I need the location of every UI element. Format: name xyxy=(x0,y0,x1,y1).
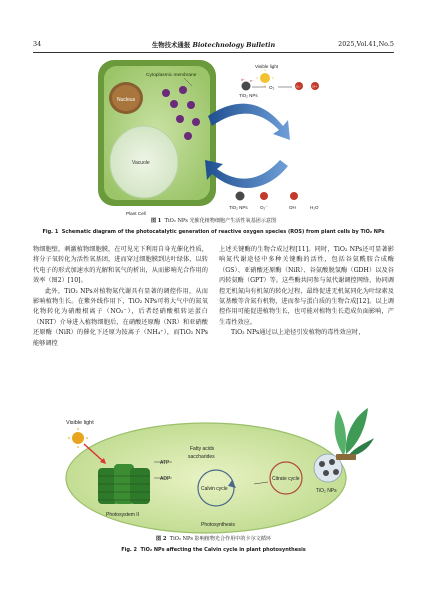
paragraph: TiO₂ NPs通过以上途径引发植物的毒性效应时， xyxy=(231,329,365,337)
ros-transfer-arrow xyxy=(208,104,290,140)
svg-text:OH: OH xyxy=(289,205,296,210)
ros-bubble xyxy=(170,100,178,108)
vacuole-label: Vacuole xyxy=(132,160,150,166)
o2-minus-icon xyxy=(260,192,268,200)
oh-icon xyxy=(290,192,298,200)
ros-bubble xyxy=(162,89,170,97)
svg-text:h⁺: h⁺ xyxy=(241,78,245,82)
membrane-label: Cytoplasmic membrane xyxy=(146,73,197,78)
journal-title: 生物技术通报 Biotechnology Bulletin xyxy=(151,41,276,49)
tio2-particle-bottom xyxy=(236,192,245,201)
svg-text:OH: OH xyxy=(312,84,317,89)
figure-1-diagram xyxy=(88,56,338,218)
sun-icon xyxy=(72,432,84,444)
figure-2-caption-en: Fig. 2 TiO₂ NPs affecting the Calvin cycle in plant photosynthesis xyxy=(121,547,306,553)
ros-return-arrow xyxy=(205,160,288,188)
photosystem-label: Photosystem II xyxy=(106,512,140,518)
text-column-right xyxy=(219,245,394,339)
sun-icon xyxy=(260,73,270,83)
figure-2 xyxy=(56,398,376,538)
visible-light-label: Visible light xyxy=(66,420,94,426)
plant-cell-label: Plant Cell xyxy=(126,211,146,216)
ros-bubble xyxy=(176,115,184,123)
tio2-top-label: TiO₂ NPs xyxy=(239,93,258,98)
svg-text:saccharides: saccharides xyxy=(188,454,215,460)
ros-bubble xyxy=(179,86,187,94)
ros-bubble xyxy=(187,101,195,109)
tio2-bottom-label: TiO₂ NPs xyxy=(229,205,248,210)
figure-2-caption-cn: 图 2 TiO₂ NPs 影响植物光合作用中的卡尔文循环 xyxy=(156,536,271,542)
svg-text:O₂⁻: O₂⁻ xyxy=(260,205,268,210)
photosynthesis-label: Photosynthesis xyxy=(201,522,235,528)
figure-1-caption-cn: 图 1 TiO₂ NPs 光催化植物细胞产生活性氧基团示意图 xyxy=(150,218,277,224)
header-rule xyxy=(33,52,394,53)
figure-1 xyxy=(88,56,338,218)
figure-1-caption-en: Fig. 1 Schematic diagram of the photocatalytic generation of reactive oxygen species (ROS) from plant cells by TiO₂ NPs xyxy=(42,229,385,235)
svg-text:ADP: ADP xyxy=(160,476,171,482)
svg-text:O₂⁻: O₂⁻ xyxy=(296,84,302,89)
visible-light-label: Visible light xyxy=(255,64,279,69)
tio2-label: TiO₂ NPs xyxy=(316,488,337,494)
paragraph: 此外，TiO₂ NPs对植物氮代谢具有显著的调控作用，从而影响植物生长。在紫外线作用下，TiO₂ NPs可将大气中的氮氧化物转化为硝酸根离子（NO₃⁻），后者经硝酸根转运蛋白（NRT）介导进入植物细胞后，在硝酸还原酶（NR）和亚硝酸还原酶（NiR）的催化下还原为铵离子（NH₄⁺），而TiO₂ NPs能够调控 xyxy=(33,287,208,347)
citrate-cycle-label: Citrate cycle xyxy=(272,476,300,482)
volume-info: 2025,Vol.41,No.5 xyxy=(338,40,394,48)
ros-bubble xyxy=(184,132,192,140)
svg-text:ATP: ATP xyxy=(160,460,170,466)
figure-2-diagram xyxy=(56,398,376,538)
paragraph: 上述关键酶的生物合成过程[11]。同时，TiO₂ NPs还可显著影响氮代谢途径中多种关键酶的活性，包括谷氨酰胺合成酶（GS）、亚硝酸还原酶（NiR）、谷氨酸脱氢酶（GDH）以及谷丙转氨酶（GPT）等。这些酶共同参与氮代谢调控网络，协同调控无机氮向有机氮的转化过程，最终促进无机氮同化为叶绿素及氨基酸等含氮有机物，进而参与蛋白质的生物合成[12]。以上调控作用可能促进植物生长，也可能对植物生长造成负面影响，产生毒性效应。 xyxy=(219,246,394,326)
running-header xyxy=(33,40,394,52)
plant-icon xyxy=(335,408,374,460)
svg-text:H₂O: H₂O xyxy=(310,205,319,210)
thylakoid-stacks xyxy=(98,464,150,504)
ros-bubble xyxy=(192,118,200,126)
page-number: 34 xyxy=(33,40,42,48)
text-column-left xyxy=(33,245,208,349)
calvin-cycle-label: Calvin cycle xyxy=(201,486,228,492)
svg-text:Fatty acids: Fatty acids xyxy=(190,446,215,452)
svg-text:e⁻: e⁻ xyxy=(250,79,254,83)
o2-label: O₂ xyxy=(269,85,275,90)
paragraph: 物细胞壁，刺激植物细胞膜，在可见光下利用自身光催化性质，将分子氧转化为活性氧基团，进而穿过细胞膜到达叶绿体，以转代电子的形式加速水的光解和氧气的析出，从而影响光合作用的效率（图2）[10]。 xyxy=(33,246,208,285)
nucleus-label: Nucleus xyxy=(117,97,136,103)
